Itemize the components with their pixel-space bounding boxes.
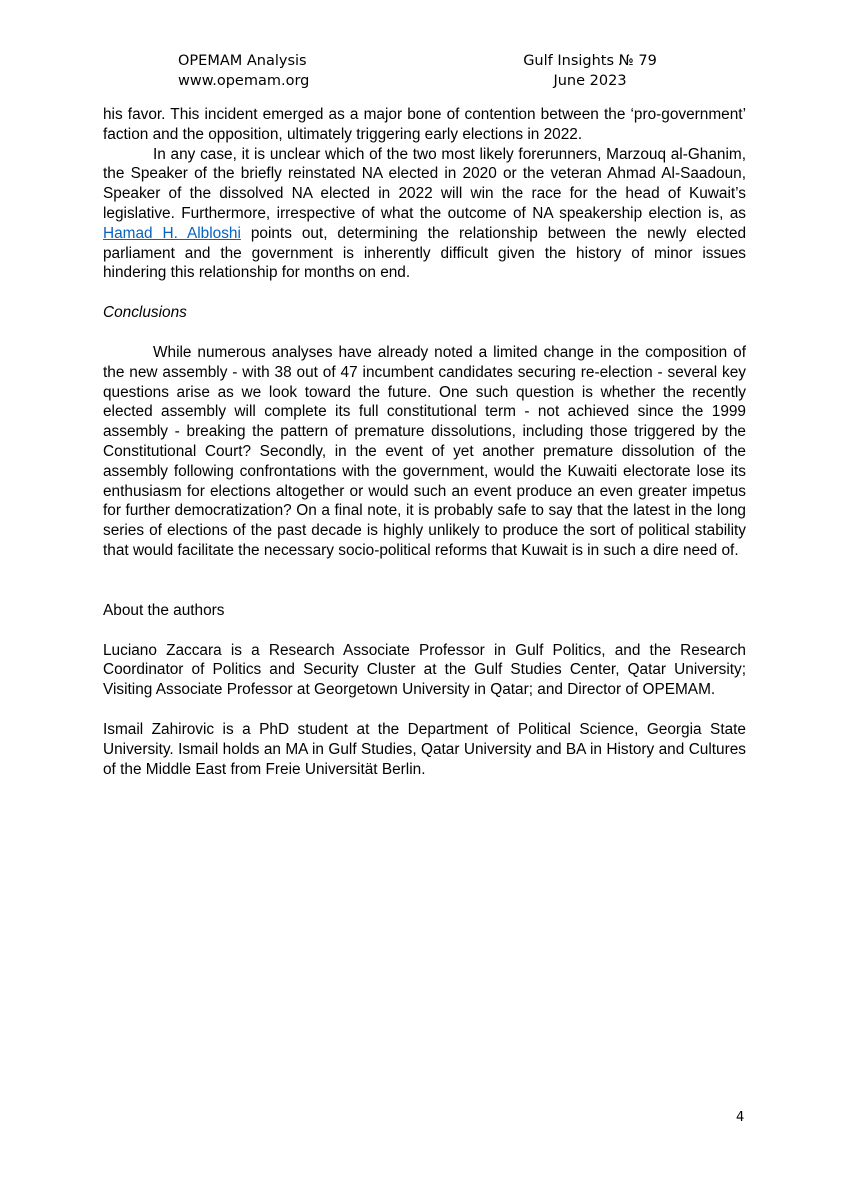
spacer bbox=[103, 700, 746, 720]
header-issue-date: June 2023 bbox=[553, 73, 627, 89]
spacer bbox=[103, 561, 746, 601]
header-publisher bbox=[178, 51, 309, 91]
author-bio-zahirovic: Ismail Zahirovic is a PhD student at the Department of Political Science, Georgia State University. Ismail holds an MA in Gulf Studies, Qatar University and BA in History and Cultures of the Middle East from Freie Universität Berlin. bbox=[103, 720, 746, 778]
paragraph-speaker-race bbox=[103, 145, 746, 284]
header-website: www.opemam.org bbox=[178, 73, 310, 89]
header-issue bbox=[520, 51, 660, 91]
header-publication-name: OPEMAM Analysis bbox=[178, 53, 307, 69]
about-authors-heading: About the authors bbox=[103, 601, 225, 619]
conclusions-heading: Conclusions bbox=[103, 304, 187, 322]
spacer bbox=[103, 323, 746, 343]
page-number: 4 bbox=[736, 1110, 745, 1125]
albloshi-link[interactable]: Hamad H. Albloshi bbox=[103, 224, 241, 242]
conclusions-paragraph: While numerous analyses have already noted a limited change in the composition of the new assembly - with 38 out of 47 incumbent candidates securing re-election - several key questions arise as we look toward the future. One such question is whether the recently elected assembly will complete its full constitutional term - not achieved since the 1999 assembly - breaking the pattern of premature dissolutions, including those triggered by the Constitutional Court? Secondly, in the event of yet another premature dissolution of the assembly following confrontations with the government, would the Kuwaiti electorate lose its enthusiasm for elections altogether or would such an event produce an even greater impetus for further democratization? On a final note, it is probably safe to say that the latest in the long series of elections of the past decade is highly unlikely to produce the sort of political stability that would facilitate the necessary socio-political reforms that Kuwait is in such a dire need of. bbox=[103, 343, 746, 559]
spacer bbox=[103, 621, 746, 641]
paragraph-continuation: his favor. This incident emerged as a major bone of contention between the ‘pro-government’ faction and the opposition, ultimately triggering early elections in 2022. bbox=[103, 106, 746, 143]
paragraph-text-start: In any case, it is unclear which of the two most likely forerunners, Marzouq al-Ghanim, the Speaker of the briefly reinstated NA elected in 2020 or the veteran Ahmad Al-Saadoun, Speaker of the dissolved NA elected in 2022 will win the race for the head of Kuwait’s legislative. Furthermore, irrespective of what the outcome of NA speakership election is, as bbox=[103, 145, 746, 222]
author-bio-zaccara: Luciano Zaccara is a Research Associate Professor in Gulf Politics, and the Research Coordinator of Politics and Security Cluster at the Gulf Studies Center, Qatar University; Visiting Associate Professor at Georgetown University in Qatar; and Director of OPEMAM. bbox=[103, 641, 746, 699]
document-body bbox=[103, 105, 746, 779]
paragraph-text-end: points out, determining the relationship between the newly elected parliament and the government is inherently difficult given the history of minor issues hindering this relationship for months on end. bbox=[103, 224, 747, 282]
spacer bbox=[103, 283, 746, 303]
header-issue-number: Gulf Insights № 79 bbox=[523, 53, 657, 69]
